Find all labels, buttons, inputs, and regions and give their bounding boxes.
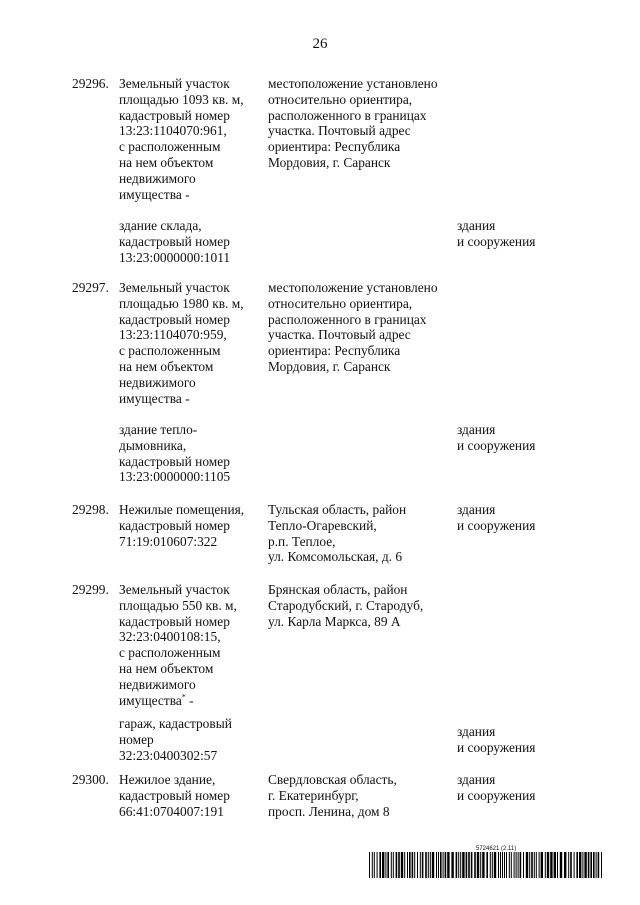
barcode-bar bbox=[593, 852, 595, 878]
barcode-bar bbox=[422, 852, 424, 878]
barcode-bar bbox=[482, 852, 484, 878]
barcode-bar bbox=[443, 852, 444, 878]
entry-category: здания и сооружения bbox=[457, 218, 536, 249]
entry-name: здание склада, кадастровый номер 13:23:0000000:1011 bbox=[119, 218, 231, 265]
barcode-bar bbox=[407, 852, 408, 878]
entry-category: здания и сооружения bbox=[457, 502, 536, 533]
barcode-bar bbox=[564, 852, 566, 878]
barcode-bar bbox=[598, 852, 600, 878]
barcode-bar bbox=[601, 852, 602, 878]
barcode-bar bbox=[584, 852, 586, 878]
barcode-bar bbox=[490, 852, 491, 878]
footer-code: 5724621 (2.11) bbox=[476, 846, 517, 852]
entry-name: Нежилые помещения, кадастровый номер 71:19:010607:322 bbox=[119, 502, 245, 549]
barcode-bar bbox=[447, 852, 449, 878]
barcode-bar bbox=[391, 852, 392, 878]
barcode-bar bbox=[460, 852, 461, 878]
barcode-bar bbox=[466, 852, 468, 878]
barcode-bar bbox=[579, 852, 581, 878]
barcode-bar bbox=[557, 852, 558, 878]
barcode-bar bbox=[379, 852, 381, 878]
barcode-bar bbox=[498, 852, 499, 878]
entry-category: здания и сооружения bbox=[457, 422, 536, 453]
barcode-bar bbox=[536, 852, 537, 878]
barcode-bar bbox=[396, 852, 398, 878]
barcode-bar bbox=[409, 852, 411, 878]
barcode-bar bbox=[401, 852, 403, 878]
barcode-bar bbox=[451, 852, 453, 878]
barcode-bar bbox=[588, 852, 590, 878]
barcode-bar bbox=[393, 852, 394, 878]
entry-name-suffix: - bbox=[185, 692, 194, 708]
barcode-bar bbox=[492, 852, 493, 878]
barcode-bar bbox=[477, 852, 479, 878]
barcode-bar bbox=[516, 852, 517, 878]
barcode-bar bbox=[458, 852, 459, 878]
barcode-bar bbox=[582, 852, 583, 878]
barcode-bar bbox=[486, 852, 488, 878]
entry-category: здания и сооружения bbox=[457, 724, 536, 755]
barcode-bar bbox=[520, 852, 522, 878]
barcode-bar bbox=[414, 852, 415, 878]
barcode-bar bbox=[511, 852, 512, 878]
footnote-mark: * bbox=[181, 692, 186, 702]
barcode-bar bbox=[534, 852, 535, 878]
barcode-bar bbox=[385, 852, 386, 878]
entry-name: гараж, кадастровый номер 32:23:0400302:57 bbox=[119, 716, 232, 763]
barcode-bar bbox=[428, 852, 429, 878]
barcode-bar bbox=[526, 852, 528, 878]
barcode-bar bbox=[438, 852, 439, 878]
entry-name: Земельный участок площадью 1093 кв. м, кадастровый номер 13:23:1104070:961, с расположенным на нем объектом недвижимого имущества - bbox=[119, 76, 244, 202]
barcode-bar bbox=[576, 852, 578, 878]
barcode-bar bbox=[529, 852, 530, 878]
barcode-bar bbox=[518, 852, 519, 878]
entry-number: 29298. bbox=[72, 502, 109, 517]
barcode-bar bbox=[574, 852, 575, 878]
entry-number: 29299. bbox=[72, 582, 109, 597]
barcode-bar bbox=[425, 852, 427, 878]
entry-name: Нежилое здание, кадастровый номер 66:41:0704007:191 bbox=[119, 772, 230, 819]
barcode-bar bbox=[523, 852, 524, 878]
barcode-bar bbox=[436, 852, 437, 878]
barcode-bar bbox=[474, 852, 476, 878]
entry-location: местоположение установлено относительно ориентира, расположенного в границах участка. Почтовый адрес ориентира: Республика Мордовия, г. Саранск bbox=[268, 76, 438, 170]
barcode-bar bbox=[374, 852, 375, 878]
barcode-bar bbox=[456, 852, 458, 878]
barcode-bar bbox=[412, 852, 414, 878]
barcode-bar bbox=[440, 852, 442, 878]
barcode-bar bbox=[398, 852, 400, 878]
barcode-bar bbox=[500, 852, 501, 878]
barcode-bar bbox=[445, 852, 447, 878]
entry-location: Свердловская область, г. Екатеринбург, просп. Ленина, дом 8 bbox=[268, 772, 397, 819]
barcode-bar bbox=[568, 852, 569, 878]
entry-name bbox=[119, 582, 264, 708]
barcode-bar bbox=[480, 852, 481, 878]
barcode-bar bbox=[590, 852, 592, 878]
barcode-bar bbox=[547, 852, 549, 878]
barcode-bar bbox=[471, 852, 473, 878]
entry-number: 29296. bbox=[72, 76, 109, 91]
barcode-bar bbox=[550, 852, 552, 878]
barcode-bar bbox=[387, 852, 389, 878]
barcode-bar bbox=[554, 852, 556, 878]
barcode-bar bbox=[560, 852, 562, 878]
entry-name-text: Земельный участок площадью 550 кв. м, кадастровый номер 32:23:0400108:15, с расположенным на нем объектом недвижимого имущества bbox=[119, 582, 237, 708]
entry-location: Тульская область, район Тепло-Огаревский, р.п. Теплое, ул. Комсомольская, д. 6 bbox=[268, 502, 407, 565]
barcode-bar bbox=[506, 852, 507, 878]
barcode-bar bbox=[541, 852, 543, 878]
barcode-bar bbox=[531, 852, 533, 878]
barcode-bar bbox=[509, 852, 510, 878]
entry-number: 29300. bbox=[72, 772, 109, 787]
barcode-bar bbox=[494, 852, 496, 878]
entry-number: 29297. bbox=[72, 280, 109, 295]
barcode-bar bbox=[514, 852, 515, 878]
barcode-bar bbox=[382, 852, 384, 878]
barcode-bar bbox=[420, 852, 421, 878]
entry-name: здание тепло- дымовника, кадастровый номер 13:23:0000000:1105 bbox=[119, 422, 231, 485]
barcode-bar bbox=[372, 852, 373, 878]
barcode-bar bbox=[417, 852, 418, 878]
barcode-bar bbox=[502, 852, 503, 878]
barcode-bar bbox=[539, 852, 540, 878]
entry-category: здания и сооружения bbox=[457, 772, 536, 803]
barcode-bar bbox=[404, 852, 405, 878]
barcode-bar bbox=[596, 852, 597, 878]
barcode-bar bbox=[504, 852, 505, 878]
page-number: 26 bbox=[312, 36, 328, 52]
barcode-bar bbox=[468, 852, 470, 878]
entry-name: Земельный участок площадью 1980 кв. м, кадастровый номер 13:23:1104070:959, с расположенным на нем объектом недвижимого имущества - bbox=[119, 280, 244, 406]
barcode-bar bbox=[462, 852, 464, 878]
barcode-bar bbox=[545, 852, 546, 878]
entry-location: местоположение установлено относительно ориентира, расположенного в границах участка. Почтовый адрес ориентира: Республика Мордовия, г. Саранск bbox=[268, 280, 438, 374]
barcode-bar bbox=[430, 852, 431, 878]
entry-location: Брянская область, район Стародубский, г. Стародуб, ул. Карла Маркса, 89 А bbox=[268, 582, 424, 629]
barcode-bar bbox=[432, 852, 434, 878]
barcode-bar bbox=[570, 852, 572, 878]
barcode-bar bbox=[377, 852, 378, 878]
barcode-icon bbox=[369, 852, 603, 878]
barcode-bar bbox=[369, 852, 370, 878]
